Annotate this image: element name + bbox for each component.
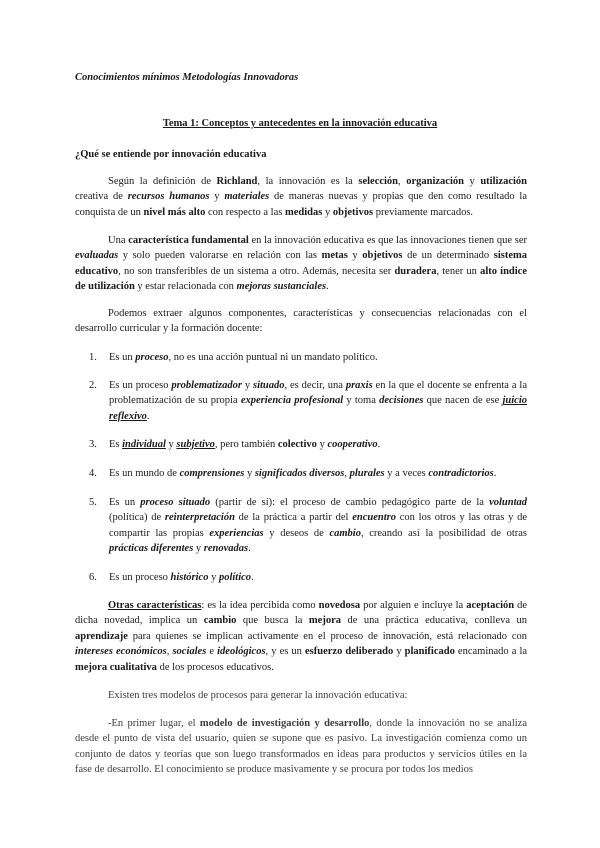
plain-text: y <box>393 646 405 658</box>
emphasis-text: comprensiones <box>179 468 245 479</box>
emphasis-text: materiales <box>224 191 270 203</box>
list-item <box>75 378 527 424</box>
plain-text: en la innovación educativa es que las innovaciones tienen que ser <box>248 235 528 246</box>
plain-text: que busca la <box>236 615 309 627</box>
emphasis-text: aprendizaje <box>75 630 128 642</box>
plain-text: , <box>166 646 173 658</box>
emphasis-text: organización <box>406 176 464 187</box>
plain-text: Es un <box>109 352 136 363</box>
plain-text: (partir de sí): el proceso de cambio pedagógico parte de la <box>210 497 490 508</box>
emphasis-text: voluntad <box>489 497 527 508</box>
list-item <box>75 437 527 452</box>
list-item <box>75 570 527 585</box>
emphasis-text: reinterpretación <box>164 512 235 524</box>
emphasis-text: individual <box>122 439 166 450</box>
plain-text: y <box>208 572 219 583</box>
plain-text: y solo pueden valorarse en relación con las <box>118 250 322 262</box>
plain-text: de una práctica educativa, conlleva un <box>341 615 527 627</box>
emphasis-text: metas <box>321 250 348 262</box>
document-title: Conocimientos mínimos Metodologías Innovadoras <box>75 72 299 83</box>
plain-text: , no es una acción puntual ni un mandato político. <box>168 352 378 363</box>
paragraph-models-intro <box>75 688 527 703</box>
plain-text: . <box>326 281 329 293</box>
plain-text: . <box>248 543 251 555</box>
emphasis-text: situado <box>252 380 285 391</box>
emphasis-text: mejora <box>308 615 341 627</box>
emphasis-text: medidas <box>284 206 323 218</box>
emphasis-text: aceptación <box>466 600 515 611</box>
list-number: 5. <box>89 497 97 508</box>
plain-text: y <box>316 439 328 450</box>
plain-text: en la que el docente se enfrenta a la problematización de su propia <box>109 380 527 407</box>
plain-text: y <box>241 380 253 391</box>
list-text <box>109 378 527 424</box>
plain-text: y deseos de <box>263 527 330 539</box>
emphasis-text: cambio <box>203 615 237 627</box>
plain-text: : es la idea percibida como <box>201 600 319 611</box>
emphasis-text: plurales <box>349 468 385 479</box>
list-number: 6. <box>89 572 97 583</box>
plain-text: Es un proceso <box>109 572 171 583</box>
emphasis-text: juicio reflexivo <box>109 395 527 422</box>
plain-text: , es decir, una <box>284 380 346 391</box>
list-item <box>75 350 527 365</box>
plain-text: y <box>244 468 255 479</box>
plain-text: Es un proceso <box>109 380 172 391</box>
plain-text: Podemos extraer algunos componentes, características y consecuencias relacionadas con el desarrollo curricular y la formación docente: <box>75 308 527 335</box>
emphasis-text: experiencia profesional <box>240 395 344 407</box>
plain-text: y <box>209 191 225 203</box>
plain-text: encaminado a la <box>454 646 528 658</box>
emphasis-text: subjetivo <box>176 439 215 450</box>
plain-text: y toma <box>343 395 380 407</box>
paragraph-other-characteristics <box>75 598 527 675</box>
list-item <box>75 466 527 481</box>
paragraph-characteristics <box>75 233 527 295</box>
plain-text: e <box>206 646 218 658</box>
emphasis-text: significados diversos <box>254 468 345 479</box>
emphasis-text: prácticas diferentes <box>109 543 194 555</box>
emphasis-text: colectivo <box>277 439 317 450</box>
emphasis-text: mejoras sustanciales <box>236 281 327 293</box>
plain-text: Es <box>109 439 123 450</box>
emphasis-text: sistema educativo <box>75 250 528 277</box>
emphasis-text: proceso <box>135 352 169 363</box>
list-text <box>109 466 527 481</box>
emphasis-text: político <box>218 572 252 583</box>
plain-text: Es un mundo de <box>109 468 180 479</box>
plain-text: y <box>193 543 204 555</box>
emphasis-text: utilización <box>480 176 528 187</box>
plain-text: , pero también <box>214 439 278 450</box>
emphasis-text: nivel más alto <box>143 206 206 218</box>
plain-text: para quienes se implican activamente en el proceso de innovación, está relacionado con <box>127 630 527 642</box>
list-number: 1. <box>89 352 97 363</box>
plain-text: de la práctica a partir del <box>234 512 353 524</box>
plain-text: , <box>344 468 350 479</box>
list-text <box>109 495 527 557</box>
plain-text: , tener un <box>436 265 481 277</box>
plain-text: , y es un <box>265 646 305 658</box>
emphasis-text: recursos humanos <box>127 191 210 203</box>
plain-text: , donde la innovación no se analiza desde el punto de vista del usuario, quien se supone que es pasivo. La investigación comienza como un conjunto de datos y teorías que son luego transformados en ideas para productos y servicios útiles en la fase de desarrollo. El conocimiento se produce masivamente y se procura por todos los medios <box>75 718 527 776</box>
plain-text: previamente marcados. <box>373 206 474 218</box>
emphasis-text: Richland <box>216 176 258 187</box>
plain-text: . <box>146 410 150 422</box>
emphasis-text: sociales <box>172 646 207 658</box>
plain-text: y <box>165 439 177 450</box>
section-question: ¿Qué se entiende por innovación educativa <box>75 149 267 160</box>
plain-text: , creando así la posibilidad de otras <box>360 527 528 539</box>
list-item <box>75 495 527 557</box>
plain-text: . <box>493 468 497 479</box>
list-text <box>109 570 527 585</box>
emphasis-text: histórico <box>170 572 209 583</box>
plain-text: por alguien e incluye la <box>360 600 467 611</box>
list-number: 3. <box>89 439 97 450</box>
plain-text: de maneras nuevas y propias que den como resultado la conquista de un <box>75 191 527 218</box>
list-text <box>109 350 527 365</box>
emphasis-text: intereses económicos <box>75 646 167 658</box>
plain-text: y <box>463 176 481 187</box>
plain-text: Según la definición de <box>108 176 217 187</box>
paragraph-components <box>75 306 527 337</box>
list-text <box>109 437 527 452</box>
emphasis-text: Otras características <box>108 600 202 611</box>
plain-text: (política) de <box>109 512 165 524</box>
emphasis-text: objetivos <box>332 206 374 218</box>
emphasis-text: praxis <box>345 380 373 391</box>
plain-text: de los procesos educativos. <box>156 661 274 673</box>
plain-text: y a veces <box>384 468 429 479</box>
emphasis-text: experiencias <box>209 527 264 539</box>
list-number: 4. <box>89 468 97 479</box>
emphasis-text: cooperativo <box>327 439 378 450</box>
list-number: 2. <box>89 380 97 391</box>
plain-text: de un determinado <box>402 250 494 262</box>
plain-text: que nacen de ese <box>423 395 503 407</box>
plain-text: Una <box>108 235 129 246</box>
plain-text: y estar relacionada con <box>134 281 237 293</box>
emphasis-text: decisiones <box>379 395 424 407</box>
emphasis-text: duradera <box>394 265 437 277</box>
emphasis-text: problematizador <box>171 380 242 391</box>
emphasis-text: contradictorios <box>428 468 494 479</box>
topic-heading: Tema 1: Conceptos y antecedentes en la innovación educativa <box>162 118 438 129</box>
emphasis-text: renovadas <box>203 543 249 555</box>
plain-text: , <box>398 176 407 187</box>
plain-text: -En primer lugar, el <box>108 718 200 729</box>
emphasis-text: planificado <box>404 646 455 658</box>
emphasis-text: alto índice de utilización <box>75 265 527 293</box>
plain-text: de dicha novedad, implica un <box>75 600 528 627</box>
plain-text: . <box>251 572 254 583</box>
plain-text: . <box>377 439 381 450</box>
plain-text: creativa de <box>75 191 128 203</box>
plain-text: con respecto a las <box>205 206 285 218</box>
plain-text: con los otros y las otras y de compartir las propias <box>109 512 527 539</box>
plain-text: , la innovación es la <box>257 176 359 187</box>
emphasis-text: encuentro <box>352 512 396 524</box>
emphasis-text: novedosa <box>318 600 361 611</box>
emphasis-text: evaluadas <box>75 250 119 262</box>
paragraph-model-research <box>75 716 527 778</box>
emphasis-text: cambio <box>329 527 361 539</box>
emphasis-text: objetivos <box>362 250 403 262</box>
plain-text: y <box>347 250 363 262</box>
plain-text: Es un <box>109 497 141 508</box>
emphasis-text: modelo de investigación y desarrollo <box>199 718 370 729</box>
plain-text: Existen tres modelos de procesos para generar la innovación educativa: <box>108 690 408 701</box>
plain-text: y <box>322 206 333 218</box>
plain-text: , no son transferibles de un sistema a otro. Además, necesita ser <box>118 265 395 277</box>
emphasis-text: esfuerzo deliberado <box>305 646 394 658</box>
emphasis-text: proceso situado <box>140 497 211 508</box>
emphasis-text: ideológicos <box>217 646 266 658</box>
paragraph-definition <box>75 174 527 220</box>
emphasis-text: mejora cualitativa <box>75 661 157 673</box>
emphasis-text: selección <box>358 176 399 187</box>
emphasis-text: característica fundamental <box>128 235 249 246</box>
